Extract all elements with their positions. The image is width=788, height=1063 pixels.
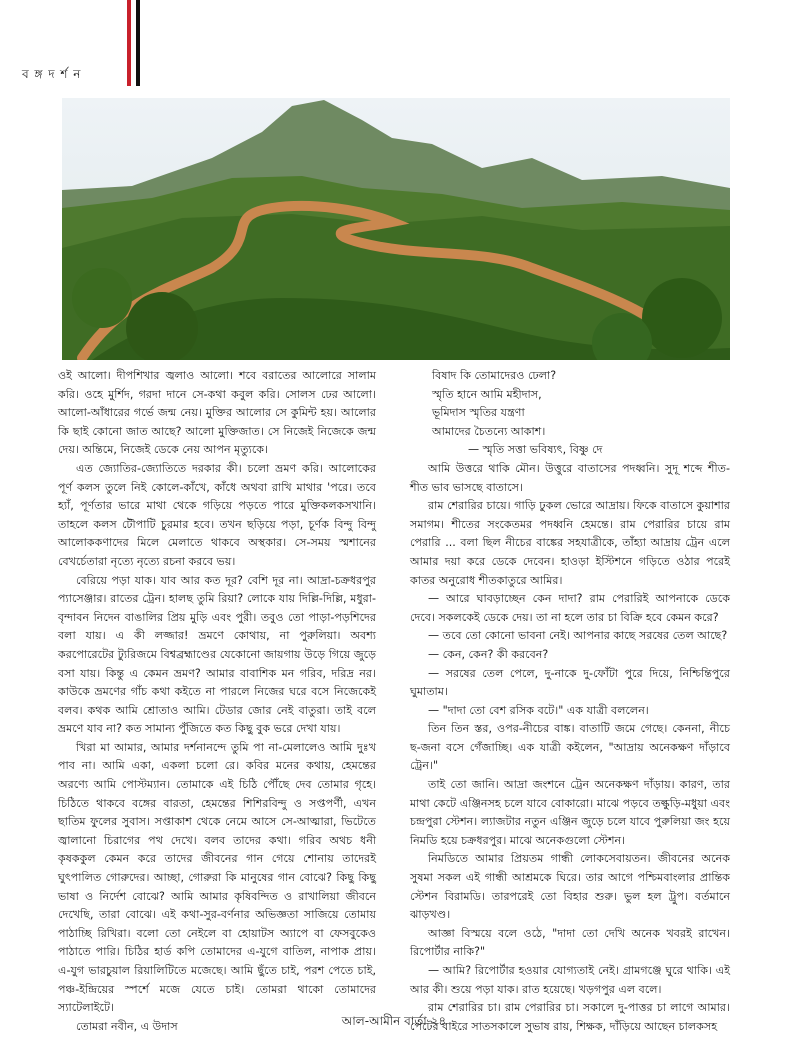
paragraph: এত জ্যোতির-জ্যোতিতে দরকার কী। চলো ভ্রমণ করি। আলোকের পূর্ণ কলস তুলে নিই কোলে-কাঁখে, কাঁধে অথবা রাখি মাথার 'পরে। তবে হ্যাঁ, পূর্ণতার ভারে মাথা থেকে গড়িয়ে পড়তে পারে মুক্তিকলকসখানি। তাহলে কলস টৌপাটি চুরমার হবে। তখন ছড়িয়ে পড়া, চূর্ণক বিন্দু বিন্দু আলোককণাদের মিলে মেলাতে থাকবে অস্থকার। সে-সময় স্মশানের বেখর্চেতারা নৃত্যে নৃত্যে রচনা করবে ভয়। [58, 461, 376, 568]
paragraph: ভূমিদাস স্মৃতির যন্ত্রণা [432, 406, 525, 420]
paragraph: বেরিয়ে পড়া যাক। যাব আর কত দূর? বেশি দূর না। আদ্রা-চক্রধরপুর প্যাসেঞ্জার। রাতের ট্রেন। হালছ তুমি রিয়া? লোকে যায় দিল্লি-দিল্লি, মধুরা-বৃন্দাবন নিদেন বাঙালির প্রিয় মুড়ি এবং পুরী। তবুও তো পাড়া-পড়শিদের বলা যায়। এ কী লজ্জার! ভ্রমণে কোথায়, না পুরুলিয়া। অবশ্য করপোরেটের ট্যুরিজমে বিশ্বব্রহ্মাণ্ডের যেকোনো জায়গায় উড়ে গিয়ে জুড়ে বসা যায়। কিন্তু এ কেমন ভ্রমণ? আমার বাবাশিক মন গরিব, দরিদ্র নর। কাউকে ভ্রমণের গাঁচ কথা কইতে না পারলে নিজের ঘরে বসে নিজেকেই বলব। কথক আমি শ্রোতাও আমি। টেডার জোর নেই বাতুরা। তাই বলে ভ্রমণে যাব না? কত সামান্য পুঁজিতে কত কিছু বুক ভরে দেখা যায়। [58, 573, 376, 736]
paragraph: রাম শেরারির চায়ে। গাড়ি ঢুকল ভোরে আদ্রায়। ফিকে বাতাসে কুয়াশার সমাগম। শীতের সংকেতমর পদধ্বনি হেমন্তে। রাম পেরারির চায়ে রাম পেরারি ... বলা ছিল নীচের বাঙ্কের সহযাত্রীকে, তাঁহ্যা আদ্রায় ট্রেন এলে আমার দয়া করে ডেকে দেবেন। হাওড়া ইস্টিশনে গড়িতে ওঠার পরেই কাতর অনুরোধ শীতকাতুরে আমির। [410, 499, 730, 587]
paragraph: বিষাদ কি তোমাদেরও ঢেলা? [432, 369, 557, 382]
hero-image [62, 98, 730, 360]
paragraph: — স্মৃতি সত্তা ভবিষ্যৎ, বিষ্ণু দে [468, 443, 603, 457]
paragraph: রাম শেরারির চা। রাম পেরারির চা। সকালে দু-পাত্তর চা লাগে আমার। পেটের বাইরে সাতসকালে সুভাষ রায়, শিক্ষক, দাঁড়িয়ে আছেন চালকসহ [410, 1001, 730, 1033]
paragraph: — তবে তো কোনো ভাবনা নেই। আপনার কাছে সরষের তেল আছে? [428, 629, 728, 643]
paragraph: আমি উত্তরে থাকি মৌন। উত্তুরে বাতাসের পদধ্বনি। সুদূ শব্দে শীত-শীত ভাব ভাসছে বাতাসে। [410, 461, 730, 494]
paragraph: খিরা মা আমার, আমার দর্শনানন্দে তুমি পা না-মেলালেও আমি দুঃখ পাব না। আমি একা, একলা চলো রে। কবির মনের কথায়, হেমন্তের অরণ্যে আমি পোস্টম্যান। তোমাকে এই চিঠি পৌঁছে দেব তোমার গৃহে। চিঠিতে থাকবে বঙ্গের বারতা, হেমন্তের শিশিরবিন্দু ও সপ্তপর্ণী, এখন ছাতিম ফুলের সুবাস। সপ্তাকাশ থেকে নেমে আসে সে-আত্মারা, ভিটেতে জ্বালানো চিরাগের পথ দেখে। বলব তাদের কথা। গরিব অথচ ধনী কৃষককুল কেমন করে তাদের জীবনের গান গেয়ে শোনায় তাদেরই ঘুৎপালিত গোরুদের। আচ্ছা, গোরুরা কি মানুষের গান বোঝে? কিছু কিছু ভাষা ও নির্দেশ বোঝে? আমি আমার কৃষিবন্দিত ও রাখালিয়া জীবনে দেখেছি, তারা বোঝে। এই কথা-সুর-বর্ণনার অভিজ্ঞতা সাজিয়ে তোমায় পাঠাচ্ছি রিখিরা। বলো তো নেইলে বা হোয়াটস অ্যাপে বা ফেসবুকেও পাঠাতে পারি। চিঠির হার্ড কপি তোমাদের এ-যুগে বাতিল, নাপাক প্রায়। এ-যুগ ভারচুয়াল রিয়ালিটিতে মজেছে। আমি ছুঁতে চাই, পরশ পেতে চাই, পঞ্চ-ইন্দ্রিয়ের স্পর্শে মজে যেতে চাই। তোমরা থাকো তোমাদের স্যাটেলাইটে। [58, 740, 376, 1015]
paragraph: স্মৃতি হানে আমি মহীদাস, [432, 387, 542, 401]
paragraph: আমাদের চৈতন্যে আকাশ। [432, 424, 546, 438]
paragraph: — আরে ঘাবড়াচ্ছেন কেন দাদা? রাম পেরারিই আপনাকে ডেকে দেবে। সকলকেই ডেকে দেয়। তা না হলে তার চা বিক্রি হবে কেমন করে? [410, 592, 730, 624]
paragraph: আজ্ঞা বিস্ময়ে বলে ওঠে, "দাদা তো দেখি অনেক খবরই রাখেন। রিপোর্টার নাকি?" [410, 926, 730, 959]
paragraph: তোমরা নবীন, এ উদাস [76, 1019, 178, 1033]
page-footer: আল-আমীন বার্তা ২৪ [341, 1014, 447, 1028]
header-black-rule [136, 0, 140, 86]
article-column-left [58, 367, 376, 1036]
article-column-right [410, 367, 730, 1036]
landscape-illustration [62, 98, 730, 360]
paragraph: ওই আলো। দীপশিখার জ্বলাও আলো। শবে বরাতের আলোরে সালাম করি। ওহে মুর্শিদ, গরদা দানে সে-কথা কবুল করি। সোলস ঢের আলো। আলো-আঁধারের গর্ভে জন্ম নেয়। মুক্তির আলোর সে কুমিন্ট হয়। আলোর কি ছাই কোনো জাত আছে? আলো মুক্তিজাত। সে নিজেই নিজেকে জন্ম দেয়। অন্তিমে, নিজেই ডেকে নেয় আপন মৃত্যুকে। [58, 369, 376, 457]
paragraph: — সরষের তেল পেলে, দু-নাকে দু-ফোঁটা পুরে দিয়ে, নিশ্চিন্তিপুরে ঘুমাতাম। [410, 666, 730, 699]
paragraph: নিমডিতে আমার প্রিয়তম গান্ধী লোকসেবায়তন। জীবনের অনেক সুষমা সকল এই গান্ধী আশ্রমকে ঘিরে। তার আগে পশ্চিমবাংলার প্রান্তিক স্টেশন বিরামডি। তারপরেই তো বিহার শুরু। ভুল হল ট্রুপ। বর্তমানে ঝাড়খণ্ড। [410, 852, 730, 922]
paragraph: তাই তো জানি। আদ্রা জংশনে ট্রেন অনেকক্ষণ দাঁড়ায়। কারণ, তার মাথা কেটে এঞ্জিনসহ চলে যাবে বোকারো। মাঝে পড়বে তল্কুড়ি-মধুয়া এবং চন্দ্রপুরা স্টেশন। ল্যাজটার নতুন এঞ্জিন জুড়ে চলে যাবে পুরুলিয়া জং হয়ে নিমডি হয়ে চক্রধরপুর। মাঝে অনেকগুলো স্টেশন। [410, 778, 730, 847]
section-label: ব ঙ্গ দ র্শ ন [22, 67, 82, 81]
paragraph: — আমি? রিপোর্টার হওয়ার যোগ্যতাই নেই। গ্রামগঞ্জে ঘুরে থাকি। এই আর কী। শুয়ে পড়া যাক। রাত হয়েছে। খড়গপুর এল বলে। [410, 964, 730, 996]
paragraph: — কেন, কেন? কী করবেন? [428, 647, 549, 661]
header-red-rule [127, 0, 131, 86]
paragraph: তিন তিন স্তর, ওপর-নীচের বাঙ্ক। বাতাটি জমে গেছে। কেননা, নীচে ছ-জনা বসে গেঁজাচ্ছি। এক যাত্রী কইলেন, "আদ্রায় অনেকক্ষণ দাঁড়াবে ট্রেন।" [410, 722, 730, 773]
paragraph: — "দাদা তো বেশ রসিক বটে।" এক যাত্রী বললেন। [428, 703, 649, 717]
